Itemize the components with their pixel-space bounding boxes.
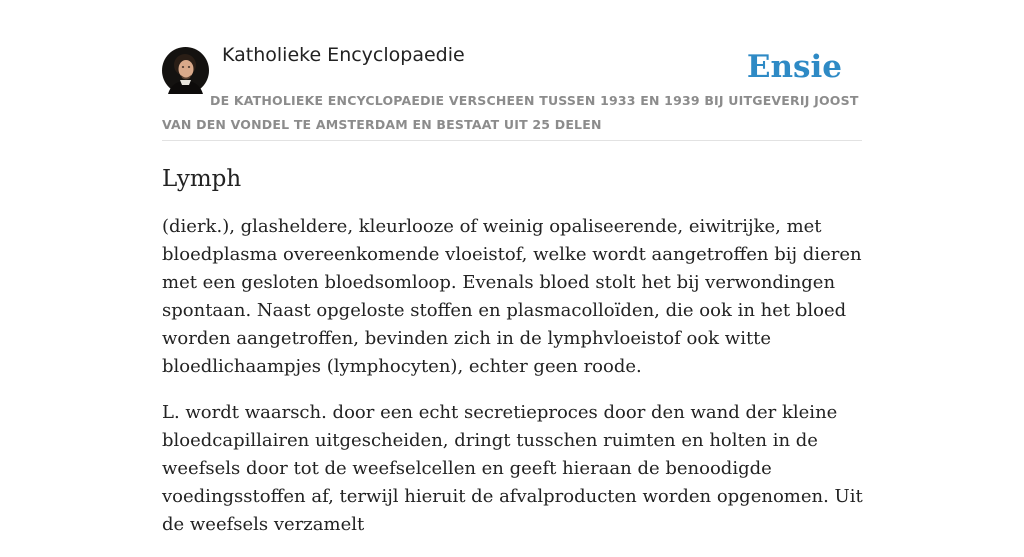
article-paragraph: (dierk.), glasheldere, kleurlooze of weinig opaliseerende, eiwitrijke, met bloedplasma overeenkomende vloeistof, welke wordt aangetroffen bij dieren met een gesloten bloedsomloop. Evenals bloed stolt het bij verwondingen spontaan. Naast opgeloste stoffen en plasmacolloïden, die ook in het bloed worden aangetroffen, bevinden zich in de lymphvloeistof ook witte bloedlichaampjes (lymphocyten), echter geen roode.	[162, 216, 862, 377]
article-title: Lymph	[162, 166, 242, 192]
article-paragraph: L. wordt waarsch. door een echt secretieproces door den wand der kleine bloedcapillairen uitgescheiden, dringt tusschen ruimten en holten in de weefsels door tot de weefselcellen en geeft hieraan de benoodigde voedingsstoffen af, terwijl hieruit de afvalproducten worden opgenomen. Uit de weefsels verzamelt	[162, 402, 863, 535]
article	[162, 162, 867, 557]
source-title[interactable]: Katholieke Encyclopaedie	[222, 44, 465, 66]
portrait-avatar-icon[interactable]	[162, 47, 209, 94]
source-header	[162, 40, 862, 141]
ensie-logo[interactable]: Ensie	[746, 49, 842, 85]
source-description: DE KATHOLIEKE ENCYCLOPAEDIE VERSCHEEN TUSSEN 1933 EN 1939 BIJ UITGEVERIJ JOOST VAN DEN VONDEL TE AMSTERDAM EN BESTAAT UIT 25 DELEN	[162, 93, 859, 132]
